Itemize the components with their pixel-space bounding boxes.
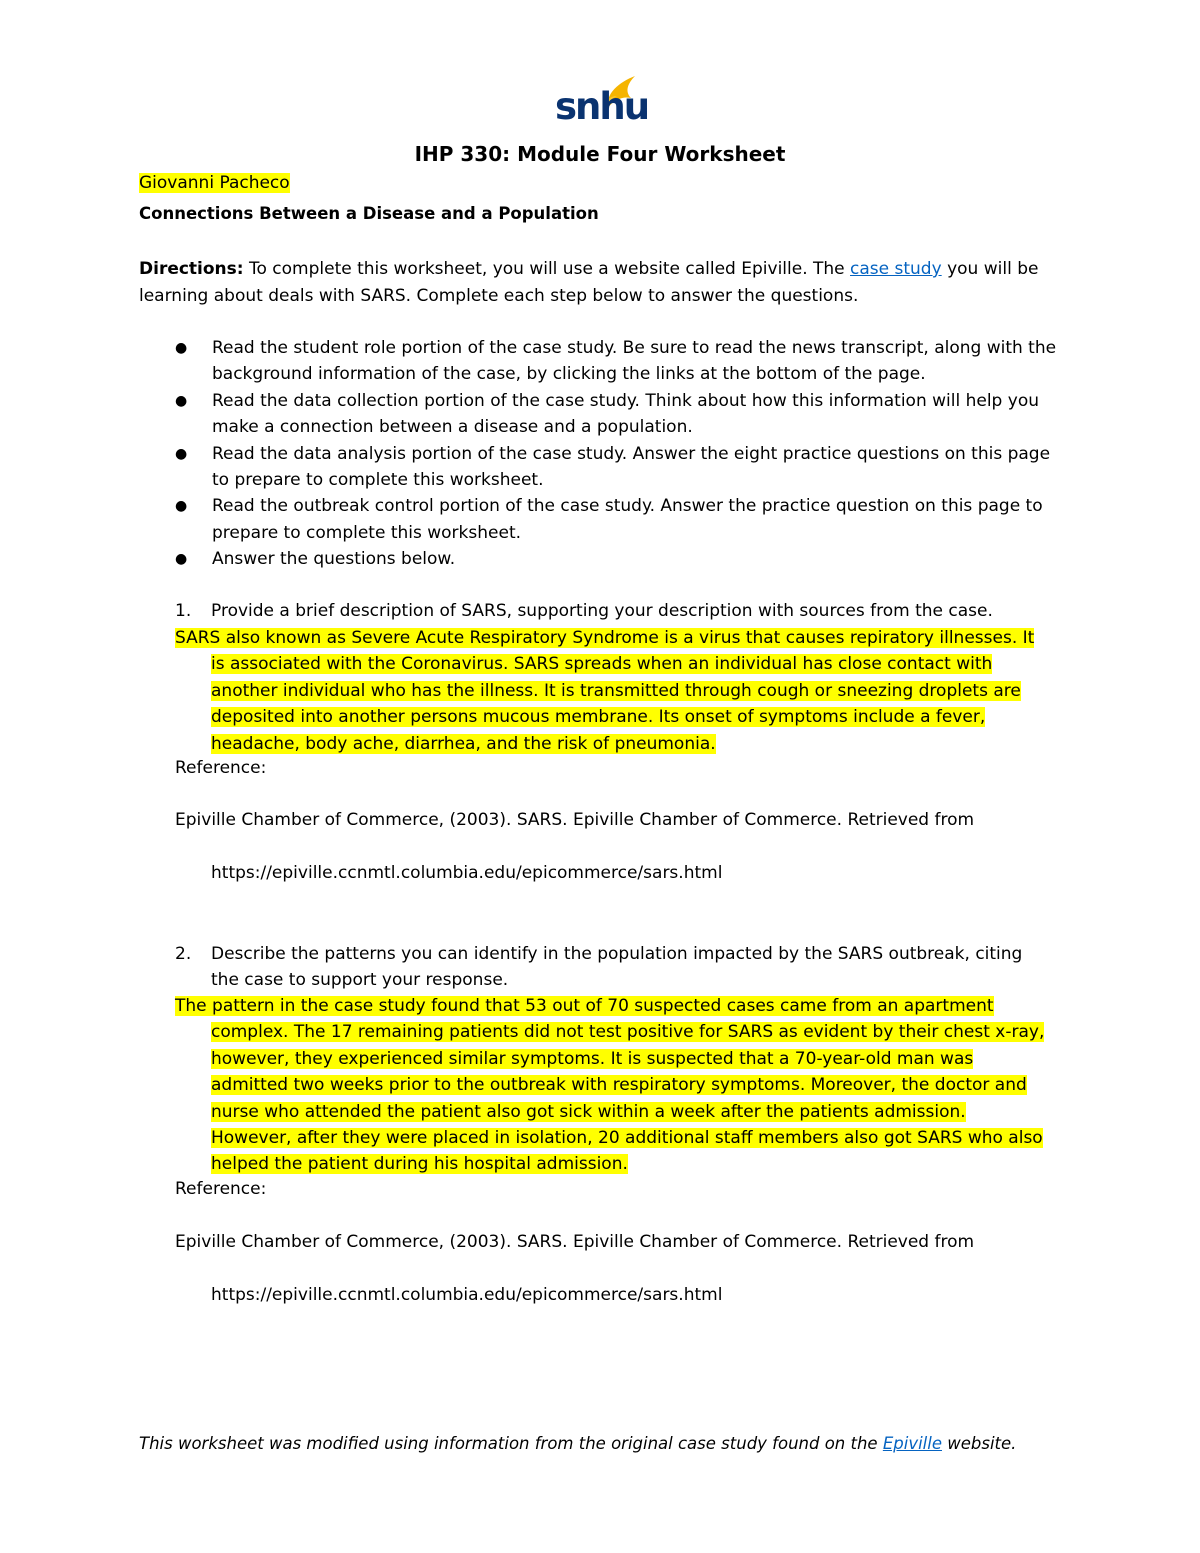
list-item: ● Read the data collection portion of the case study. Think about how this information will help you make a connection between a disease and a population.: [139, 388, 1069, 441]
bullet-icon: ●: [175, 392, 188, 409]
citation: Epiville Chamber of Commerce, (2003). SARS. Epiville Chamber of Commerce. Retrieved from: [175, 1232, 975, 1252]
reference-url: https://epiville.ccnmtl.columbia.edu/epicommerce/sars.html: [211, 1285, 723, 1305]
reference-label: Reference:: [175, 758, 267, 778]
list-item: ● Answer the questions below.: [139, 546, 1069, 572]
list-item: ● Read the data analysis portion of the case study. Answer the eight practice questions on this page to prepare to complete this worksheet.: [139, 441, 1069, 494]
logo-wordmark: snhu: [555, 85, 649, 128]
footer-note: This worksheet was modified using information from the original case study found on the Epiville website.: [139, 1434, 1017, 1453]
directions-label: Directions:: [139, 259, 244, 279]
bullet-icon: ●: [175, 498, 188, 515]
epiville-link[interactable]: Epiville: [882, 1434, 942, 1453]
list-item: ● Read the outbreak control portion of the case study. Answer the practice question on this page to prepare to complete this worksheet.: [139, 493, 1069, 546]
list-item: ● Read the student role portion of the case study. Be sure to read the news transcript, along with the background information of the case, by clicking the links at the bottom of the page.: [139, 335, 1069, 388]
question-2: 2. Describe the patterns you can identify in the population impacted by the SARS outbreak, citing the case to support your response.: [175, 944, 1023, 991]
citation: Epiville Chamber of Commerce, (2003). SARS. Epiville Chamber of Commerce. Retrieved from: [175, 810, 975, 830]
page-title: IHP 330: Module Four Worksheet: [414, 142, 786, 166]
directions-paragraph: Directions: To complete this worksheet, you will use a website called Epiville. The case study you will be learning about deals with SARS. Complete each step below to answer the questions.: [139, 259, 1039, 306]
student-name: Giovanni Pacheco: [139, 173, 290, 193]
reference-url: https://epiville.ccnmtl.columbia.edu/epicommerce/sars.html: [211, 863, 723, 883]
case-study-link[interactable]: case study: [850, 259, 942, 279]
section-subtitle: Connections Between a Disease and a Population: [139, 204, 599, 223]
answer-1: SARS also known as Severe Acute Respiratory Syndrome is a virus that causes repiratory illnesses. It is associated with the Coronavirus. SARS spreads when an individual has close contact with another individual who has the illness. It is transmitted through cough or sneezing droplets are deposited into another persons mucous membrane. Its onset of symptoms include a fever, headache, body ache, diarrhea, and the risk of pneumonia.: [175, 628, 1035, 754]
snhu-logo: [553, 74, 649, 134]
answer-2: The pattern in the case study found that 53 out of 70 suspected cases came from an apartment complex. The 17 remaining patients did not test positive for SARS as evident by their chest x-ray, however, they experienced similar symptoms. It is suspected that a 70-year-old man was admitted two weeks prior to the outbreak with respiratory symptoms. Moreover, the doctor and nurse who attended the patient also got sick within a week after the patients admission. However, after they were placed in isolation, 20 additional staff members also got SARS who also helped the patient during his hospital admission.: [175, 996, 1045, 1175]
question-1: 1. Provide a brief description of SARS, supporting your description with sources from the case.: [175, 601, 993, 621]
bullet-icon: ●: [175, 445, 188, 462]
bullet-icon: ●: [175, 340, 188, 356]
bullet-icon: ●: [175, 551, 188, 568]
reference-label: Reference:: [175, 1179, 267, 1199]
instruction-list: [139, 335, 1069, 573]
